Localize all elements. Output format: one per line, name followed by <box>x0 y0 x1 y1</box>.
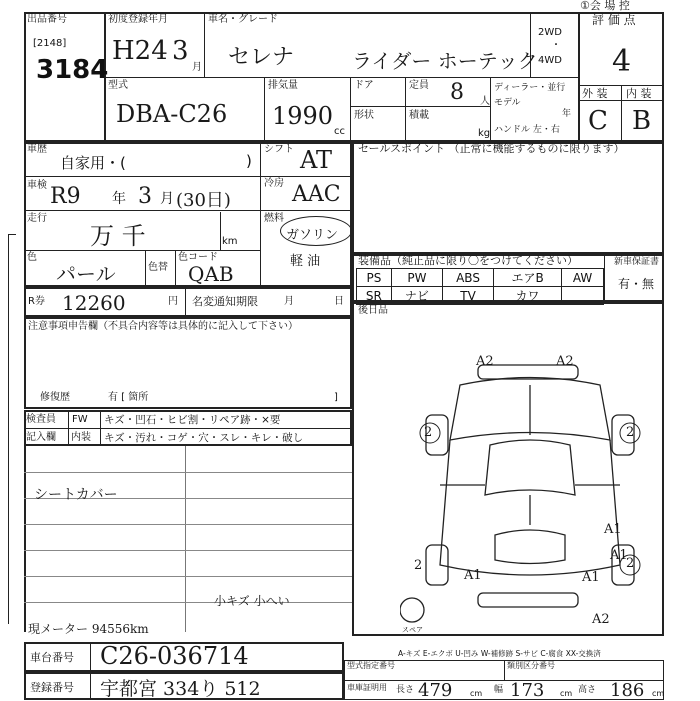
interior-label: 内 装 <box>626 87 652 100</box>
color-code-label: 色コード <box>178 252 218 263</box>
damage-mark: A1 <box>464 568 482 583</box>
equip-ps: PS <box>357 269 392 287</box>
mileage-value: 万 千 <box>90 222 146 250</box>
displacement-value: 1990 <box>272 102 334 130</box>
fuel-diesel: 軽 油 <box>290 254 321 269</box>
displacement-unit: cc <box>334 126 345 137</box>
handle-label: ハンドル 左・右 <box>494 125 560 135</box>
small-dent-note: 小キズ 小へい <box>214 594 290 608</box>
capacity-label: 定員 <box>409 80 429 91</box>
damage-mark: A2 <box>556 354 574 369</box>
inspection-label: 車検 <box>27 180 47 191</box>
equip-aw: AW <box>562 269 604 287</box>
chassis-number: C26-036714 <box>100 642 249 670</box>
damage-mark: A2 <box>476 354 494 369</box>
dealer-label: ディーラー・並行 <box>494 83 566 93</box>
notes-label: 注意事項申告欄（不具合内容等は具体的に記入して下さい） <box>28 321 298 332</box>
damage-mark: A1 <box>582 570 600 585</box>
mileage-unit: km <box>222 236 238 247</box>
inspector-row-2: キズ・汚れ・コゲ・穴・スレ・キレ・破し <box>104 432 304 444</box>
lined-area <box>24 446 354 632</box>
garage-cert-label: 車庫証明用 <box>347 683 387 692</box>
first-reg-month-unit: 月 <box>192 62 202 73</box>
lot-number: 3184 <box>36 55 109 85</box>
mileage-label: 走行 <box>27 213 47 224</box>
usage-label: 車歴 <box>27 144 47 155</box>
width-value: 173 <box>510 680 545 701</box>
length-value: 479 <box>418 680 453 701</box>
equip-sr: SR <box>357 287 392 305</box>
doors-label: ドア <box>354 80 374 91</box>
recycle-unit: 円 <box>168 296 178 307</box>
damage-mark: 2 <box>626 425 635 440</box>
lot-label: 出品番号 <box>27 14 67 25</box>
equip-leather: カワ <box>494 287 562 305</box>
chassis-label: 車台番号 <box>30 651 74 664</box>
exterior-grade: C <box>588 106 608 136</box>
car-label: 車名・グレード <box>208 14 278 25</box>
model-label: 型式 <box>108 80 128 91</box>
shift-label: シフト <box>264 144 294 155</box>
equip-tv: TV <box>443 287 494 305</box>
equip-navi: ナビ <box>391 287 442 305</box>
damage-mark: 2 <box>414 558 423 573</box>
load-unit: kg <box>478 128 491 139</box>
inspection-day: (30日) <box>176 190 231 211</box>
damage-mark: A1 <box>610 548 628 563</box>
car-grade: ライダー ホーテック <box>352 49 538 73</box>
fuel-gasoline: ガソリン <box>286 228 339 243</box>
lot-sub: [2148] <box>33 38 67 49</box>
equipment-label: 装備品（純正品に限り〇をつけてください） <box>358 254 578 267</box>
inspector-label-2: 記入欄 <box>26 432 56 443</box>
name-change-label: 名変通知期限 <box>192 295 258 308</box>
registration-number: 宇都宮 334り 512 <box>100 678 261 700</box>
load-label: 積載 <box>409 110 429 121</box>
color-change-label: 色替 <box>148 262 168 273</box>
inspection-era: R9 <box>50 184 81 209</box>
drive-4wd: 4WD <box>538 55 562 66</box>
capacity-value: 8 <box>450 80 464 105</box>
model-year-label: モデル <box>494 98 521 108</box>
color-label: 色 <box>27 252 37 263</box>
exterior-label: 外 装 <box>582 87 608 100</box>
color-code: QAB <box>188 262 234 286</box>
year-unit: 年 <box>562 109 572 119</box>
inspection-month: 3 <box>138 184 152 209</box>
inspector-label-1: 検査員 <box>26 414 56 425</box>
class-number-label: 類別区分番号 <box>507 661 555 670</box>
model-value: DBA-C26 <box>116 100 228 128</box>
aircon-label: 冷房 <box>264 178 284 189</box>
venue-label: ①会 場 控 <box>580 0 630 12</box>
repair-value: 有 [ 箇所 <box>108 392 149 403</box>
displacement-label: 排気量 <box>268 80 298 91</box>
warranty-value: 有・無 <box>618 277 655 291</box>
warranty-label: 新車保証書 <box>614 257 660 267</box>
car-name: セレナ <box>228 45 295 70</box>
damage-mark: 2 <box>626 556 635 571</box>
aircon-value: AAC <box>292 182 341 207</box>
inspector-row-1: キズ・凹石・ヒビ割・リペア跡・×要 <box>104 414 281 426</box>
aftermarket-label: 後日品 <box>358 305 388 316</box>
recycle-value: 12260 <box>62 291 126 315</box>
first-reg-era: H24 <box>112 36 168 66</box>
equip-pw: PW <box>391 269 442 287</box>
usage-value: 自家用・( <box>60 154 126 172</box>
car-diagram <box>400 345 660 635</box>
equip-airbag: エアB <box>494 269 562 287</box>
seat-cover-note: シートカバー <box>34 487 118 503</box>
shape-label: 形状 <box>354 110 374 121</box>
damage-mark: A1 <box>604 522 622 537</box>
recycle-label: R券 <box>28 296 45 307</box>
shift-value: AT <box>300 146 333 174</box>
damage-legend: A-キズ E-エクボ U-凹み W-補修跡 S-サビ C-腐食 XX-交換済 <box>398 649 601 658</box>
spare-label: スペア <box>402 626 423 634</box>
capacity-unit: 人 <box>480 96 490 107</box>
equipment-grid <box>356 268 604 305</box>
color-value: パール <box>56 262 116 286</box>
damage-mark: A2 <box>592 612 610 627</box>
damage-mark: 2 <box>424 425 433 440</box>
rating-score: 4 <box>612 44 632 79</box>
interior-grade: B <box>632 106 652 136</box>
registration-label: 登録番号 <box>30 681 74 694</box>
fuel-label: 燃料 <box>264 213 284 224</box>
type-designation-label: 型式指定番号 <box>347 661 395 670</box>
rating-label: 評 価 点 <box>592 13 636 27</box>
sales-point-block <box>352 142 664 254</box>
meter-note: 現メーター 94556km <box>28 622 149 636</box>
sales-point-label: セールスポイント （正常に機能するものに限ります） <box>358 142 625 155</box>
drive-2wd: 2WD <box>538 27 562 38</box>
first-reg-month: 3 <box>172 36 189 66</box>
repair-label: 修復歴 <box>40 392 70 403</box>
height-value: 186 <box>610 680 645 701</box>
equip-abs: ABS <box>443 269 494 287</box>
first-reg-label: 初度登録年月 <box>108 14 168 25</box>
